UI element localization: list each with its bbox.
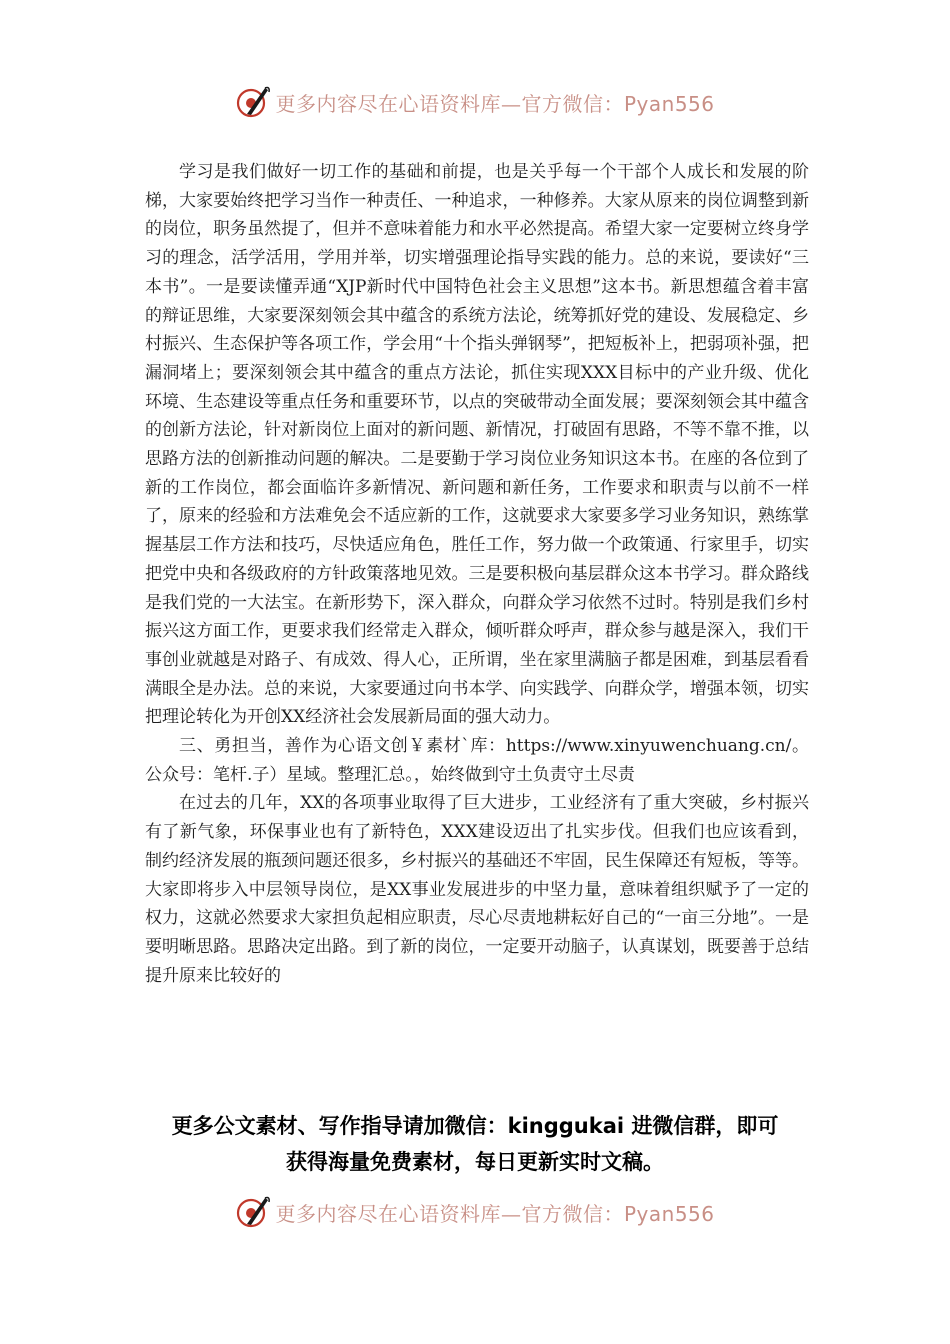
promo-line-2: 获得海量免费素材，每日更新实时文稿。 <box>286 1150 664 1174</box>
quill-logo-icon <box>235 84 271 120</box>
article-body <box>145 158 809 990</box>
paragraph-responsibility: 在过去的几年，XX的各项事业取得了巨大进步，工业经济有了重大突破，乡村振兴有了新气象，环保事业也有了新特色，XXX建设迈出了扎实步伐。但我们也应该看到，制约经济发展的瓶颈问题还很多，乡村振兴的基础还不牢固，民生保障还有短板，等等。大家即将步入中层领导岗位，是XX事业发展进步的中坚力量，意味着组织赋予了一定的权力，这就必然要求大家担负起相应职责，尽心尽责地耕耘好自己的“一亩三分地”。一是要明晰思路。思路决定出路。到了新的岗位，一定要开动脑子，认真谋划，既要善于总结提升原来比较好的 <box>145 793 809 986</box>
promo-notice <box>0 1108 950 1180</box>
wechat-id: Pyan556 <box>623 91 715 116</box>
section-heading-three: 三、勇担当，善作为心语文创￥素材`库：https://www.xinyuwenchuang.cn/。公众号：笔杆.子）星域。整理汇总。，始终做到守土负责守土尽责 <box>145 736 809 785</box>
promo-line-1: 更多公文素材、写作指导请加微信：kinggukai 进微信群，即可 <box>171 1114 779 1138</box>
banner-text: 更多内容尽在心语资料库—官方微信：Pyan556 <box>275 91 715 116</box>
footer-banner <box>0 1192 950 1232</box>
banner-text: 更多内容尽在心语资料库—官方微信：Pyan556 <box>275 1201 715 1226</box>
quill-logo-icon <box>235 1194 271 1230</box>
header-banner <box>0 82 950 122</box>
wechat-id: Pyan556 <box>623 1201 715 1226</box>
paragraph-study: 学习是我们做好一切工作的基础和前提，也是关乎每一个干部个人成长和发展的阶梯，大家要始终把学习当作一种责任、一种追求，一种修养。大家从原来的岗位调整到新的岗位，职务虽然提了，但并不意味着能力和水平必然提高。希望大家一定要树立终身学习的理念，活学活用，学用并举，切实增强理论指导实践的能力。总的来说，要读好“三本书”。一是要读懂弄通“XJP新时代中国特色社会主义思想”这本书。新思想蕴含着丰富的辩证思维，大家要深刻领会其中蕴含的系统方法论，统筹抓好党的建设、发展稳定、乡村振兴、生态保护等各项工作，学会用“十个指头弹钢琴”，把短板补上，把弱项补强，把漏洞堵上；要深刻领会其中蕴含的重点方法论，抓住实现XXX目标中的产业升级、优化环境、生态建设等重点任务和重要环节，以点的突破带动全面发展；要深刻领会其中蕴含的创新方法论，针对新岗位上面对的新问题、新情况，打破固有思路，不等不靠不推，以思路方法的创新推动问题的解决。二是要勤于学习岗位业务知识这本书。在座的各位到了新的工作岗位，都会面临许多新情况、新问题和新任务，工作要求和职责与以前不一样了，原来的经验和方法难免会不适应新的工作，这就要求大家要多学习业务知识，熟练掌握基层工作方法和技巧，尽快适应角色，胜任工作，努力做一个政策通、行家里手，切实把党中央和各级政府的方针政策落地见效。三是要积极向基层群众这本书学习。群众路线是我们党的一大法宝。在新形势下，深入群众，向群众学习依然不过时。特别是我们乡村振兴这方面工作，更要求我们经常走入群众，倾听群众呼声，群众参与越是深入，我们干事创业就越是对路子、有成效、得人心，正所谓，坐在家里满脑子都是困难，到基层看看满眼全是办法。总的来说，大家要通过向书本学、向实践学、向群众学，增强本领，切实把理论转化为开创XX经济社会发展新局面的强大动力。 <box>145 162 809 728</box>
